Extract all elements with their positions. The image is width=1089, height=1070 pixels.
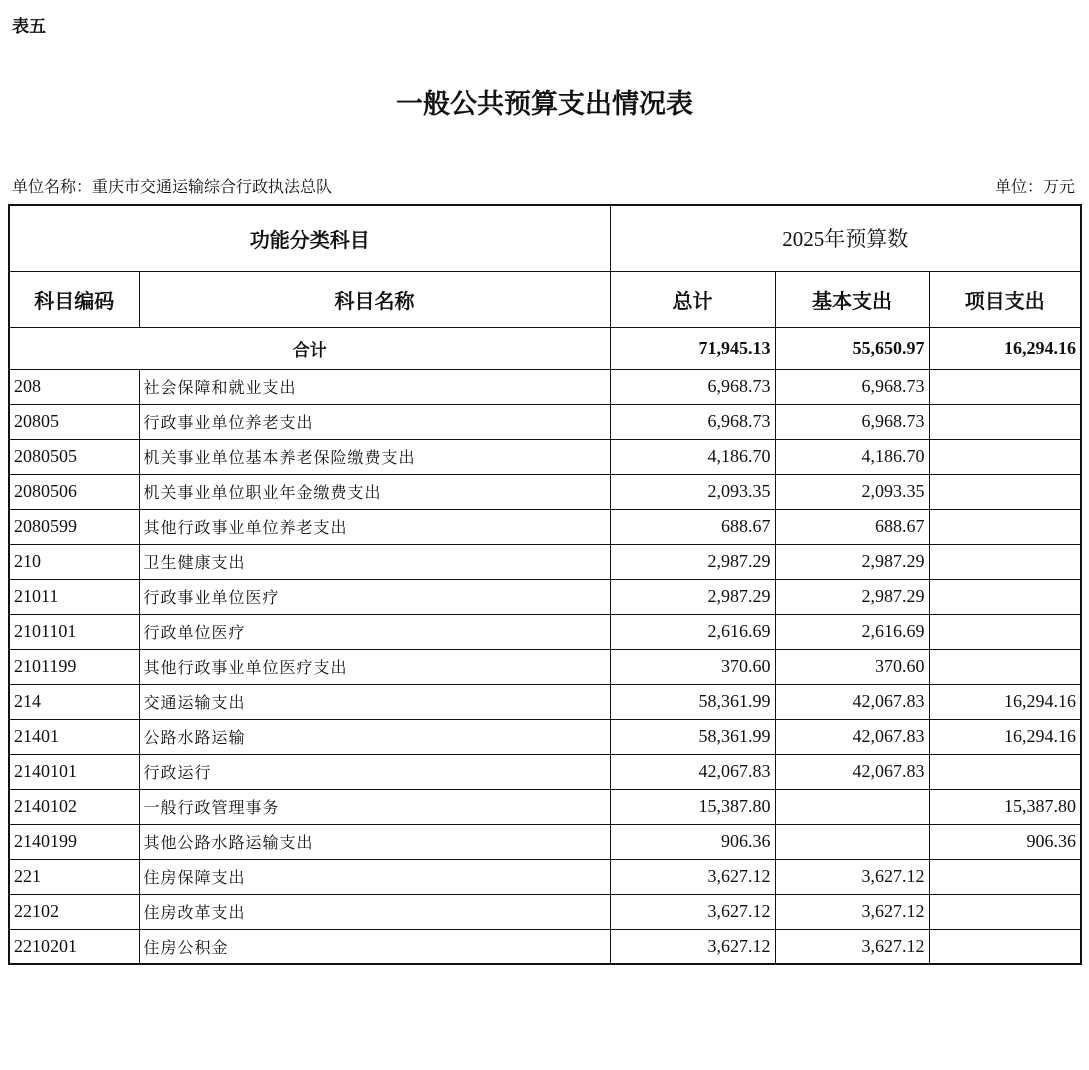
unit-name: 单位名称：重庆市交通运输综合行政执法总队 (12, 177, 333, 196)
cell-code: 210 (9, 544, 139, 579)
cell-project (929, 929, 1081, 964)
total-sum: 71,945.13 (610, 327, 775, 369)
table-row (9, 929, 1081, 964)
cell-name: 其他公路水路运输支出 (139, 824, 610, 859)
cell-name: 公路水路运输 (139, 719, 610, 754)
cell-basic: 42,067.83 (775, 719, 929, 754)
cell-name: 住房改革支出 (139, 894, 610, 929)
cell-code: 221 (9, 859, 139, 894)
cell-project (929, 579, 1081, 614)
cell-name: 其他行政事业单位医疗支出 (139, 649, 610, 684)
table-row (9, 859, 1081, 894)
budget-table (8, 204, 1082, 965)
total-label: 合计 (9, 327, 610, 369)
table-label: 表五 (12, 17, 46, 37)
cell-name: 社会保障和就业支出 (139, 369, 610, 404)
cell-code: 2101101 (9, 614, 139, 649)
table-row (9, 754, 1081, 789)
cell-name: 行政事业单位养老支出 (139, 404, 610, 439)
cell-project: 15,387.80 (929, 789, 1081, 824)
cell-total: 688.67 (610, 509, 775, 544)
cell-name: 一般行政管理事务 (139, 789, 610, 824)
cell-code: 2080506 (9, 474, 139, 509)
cell-project: 16,294.16 (929, 719, 1081, 754)
cell-total: 3,627.12 (610, 859, 775, 894)
header-budget-year: 2025年预算数 (610, 205, 1081, 271)
cell-basic: 3,627.12 (775, 859, 929, 894)
cell-project (929, 439, 1081, 474)
cell-code: 214 (9, 684, 139, 719)
cell-code: 2140102 (9, 789, 139, 824)
table-row (9, 579, 1081, 614)
cell-basic: 2,987.29 (775, 579, 929, 614)
cell-name: 卫生健康支出 (139, 544, 610, 579)
header-code: 科目编码 (9, 271, 139, 327)
total-basic: 55,650.97 (775, 327, 929, 369)
table-row (9, 894, 1081, 929)
table-row (9, 509, 1081, 544)
cell-project (929, 509, 1081, 544)
cell-code: 21401 (9, 719, 139, 754)
cell-total: 6,968.73 (610, 369, 775, 404)
cell-basic: 688.67 (775, 509, 929, 544)
table-row (9, 649, 1081, 684)
cell-project (929, 614, 1081, 649)
cell-code: 2101199 (9, 649, 139, 684)
header-name: 科目名称 (139, 271, 610, 327)
header-group-row (9, 205, 1081, 271)
cell-total: 15,387.80 (610, 789, 775, 824)
cell-total: 2,987.29 (610, 544, 775, 579)
cell-name: 行政运行 (139, 754, 610, 789)
cell-basic: 42,067.83 (775, 754, 929, 789)
cell-code: 2210201 (9, 929, 139, 964)
cell-total: 2,616.69 (610, 614, 775, 649)
cell-project (929, 754, 1081, 789)
table-row (9, 544, 1081, 579)
cell-basic: 6,968.73 (775, 369, 929, 404)
cell-code: 22102 (9, 894, 139, 929)
cell-name: 机关事业单位基本养老保险缴费支出 (139, 439, 610, 474)
cell-basic: 2,987.29 (775, 544, 929, 579)
cell-project (929, 474, 1081, 509)
total-project: 16,294.16 (929, 327, 1081, 369)
cell-code: 2140101 (9, 754, 139, 789)
cell-name: 行政单位医疗 (139, 614, 610, 649)
table-row (9, 369, 1081, 404)
cell-code: 2080505 (9, 439, 139, 474)
cell-name: 机关事业单位职业年金缴费支出 (139, 474, 610, 509)
table-row (9, 439, 1081, 474)
cell-basic (775, 824, 929, 859)
cell-project (929, 859, 1081, 894)
unit-measure: 单位：万元 (994, 177, 1075, 196)
cell-code: 208 (9, 369, 139, 404)
cell-name: 住房公积金 (139, 929, 610, 964)
page-title: 一般公共预算支出情况表 (396, 89, 693, 120)
cell-basic: 4,186.70 (775, 439, 929, 474)
cell-total: 6,968.73 (610, 404, 775, 439)
cell-project (929, 894, 1081, 929)
cell-basic (775, 789, 929, 824)
header-total: 总计 (610, 271, 775, 327)
cell-total: 4,186.70 (610, 439, 775, 474)
cell-total: 2,093.35 (610, 474, 775, 509)
cell-code: 2080599 (9, 509, 139, 544)
header-column-row (9, 271, 1081, 327)
cell-code: 21011 (9, 579, 139, 614)
header-basic: 基本支出 (775, 271, 929, 327)
table-row (9, 824, 1081, 859)
table-row (9, 404, 1081, 439)
cell-code: 20805 (9, 404, 139, 439)
cell-project: 16,294.16 (929, 684, 1081, 719)
table-row (9, 684, 1081, 719)
cell-basic: 42,067.83 (775, 684, 929, 719)
cell-name: 交通运输支出 (139, 684, 610, 719)
cell-name: 行政事业单位医疗 (139, 579, 610, 614)
cell-project (929, 369, 1081, 404)
cell-total: 2,987.29 (610, 579, 775, 614)
cell-name: 住房保障支出 (139, 859, 610, 894)
cell-name: 其他行政事业单位养老支出 (139, 509, 610, 544)
cell-basic: 370.60 (775, 649, 929, 684)
cell-project (929, 544, 1081, 579)
cell-project (929, 649, 1081, 684)
cell-total: 370.60 (610, 649, 775, 684)
cell-code: 2140199 (9, 824, 139, 859)
cell-basic: 6,968.73 (775, 404, 929, 439)
cell-total: 906.36 (610, 824, 775, 859)
cell-basic: 2,616.69 (775, 614, 929, 649)
total-row (9, 327, 1081, 369)
table-row (9, 474, 1081, 509)
cell-basic: 2,093.35 (775, 474, 929, 509)
cell-total: 3,627.12 (610, 929, 775, 964)
table-row (9, 719, 1081, 754)
cell-total: 58,361.99 (610, 684, 775, 719)
cell-total: 42,067.83 (610, 754, 775, 789)
header-functional-classification: 功能分类科目 (9, 205, 610, 271)
cell-basic: 3,627.12 (775, 929, 929, 964)
table-row (9, 614, 1081, 649)
table-row (9, 789, 1081, 824)
cell-total: 3,627.12 (610, 894, 775, 929)
cell-total: 58,361.99 (610, 719, 775, 754)
cell-project (929, 404, 1081, 439)
header-project: 项目支出 (929, 271, 1081, 327)
cell-basic: 3,627.12 (775, 894, 929, 929)
cell-project: 906.36 (929, 824, 1081, 859)
